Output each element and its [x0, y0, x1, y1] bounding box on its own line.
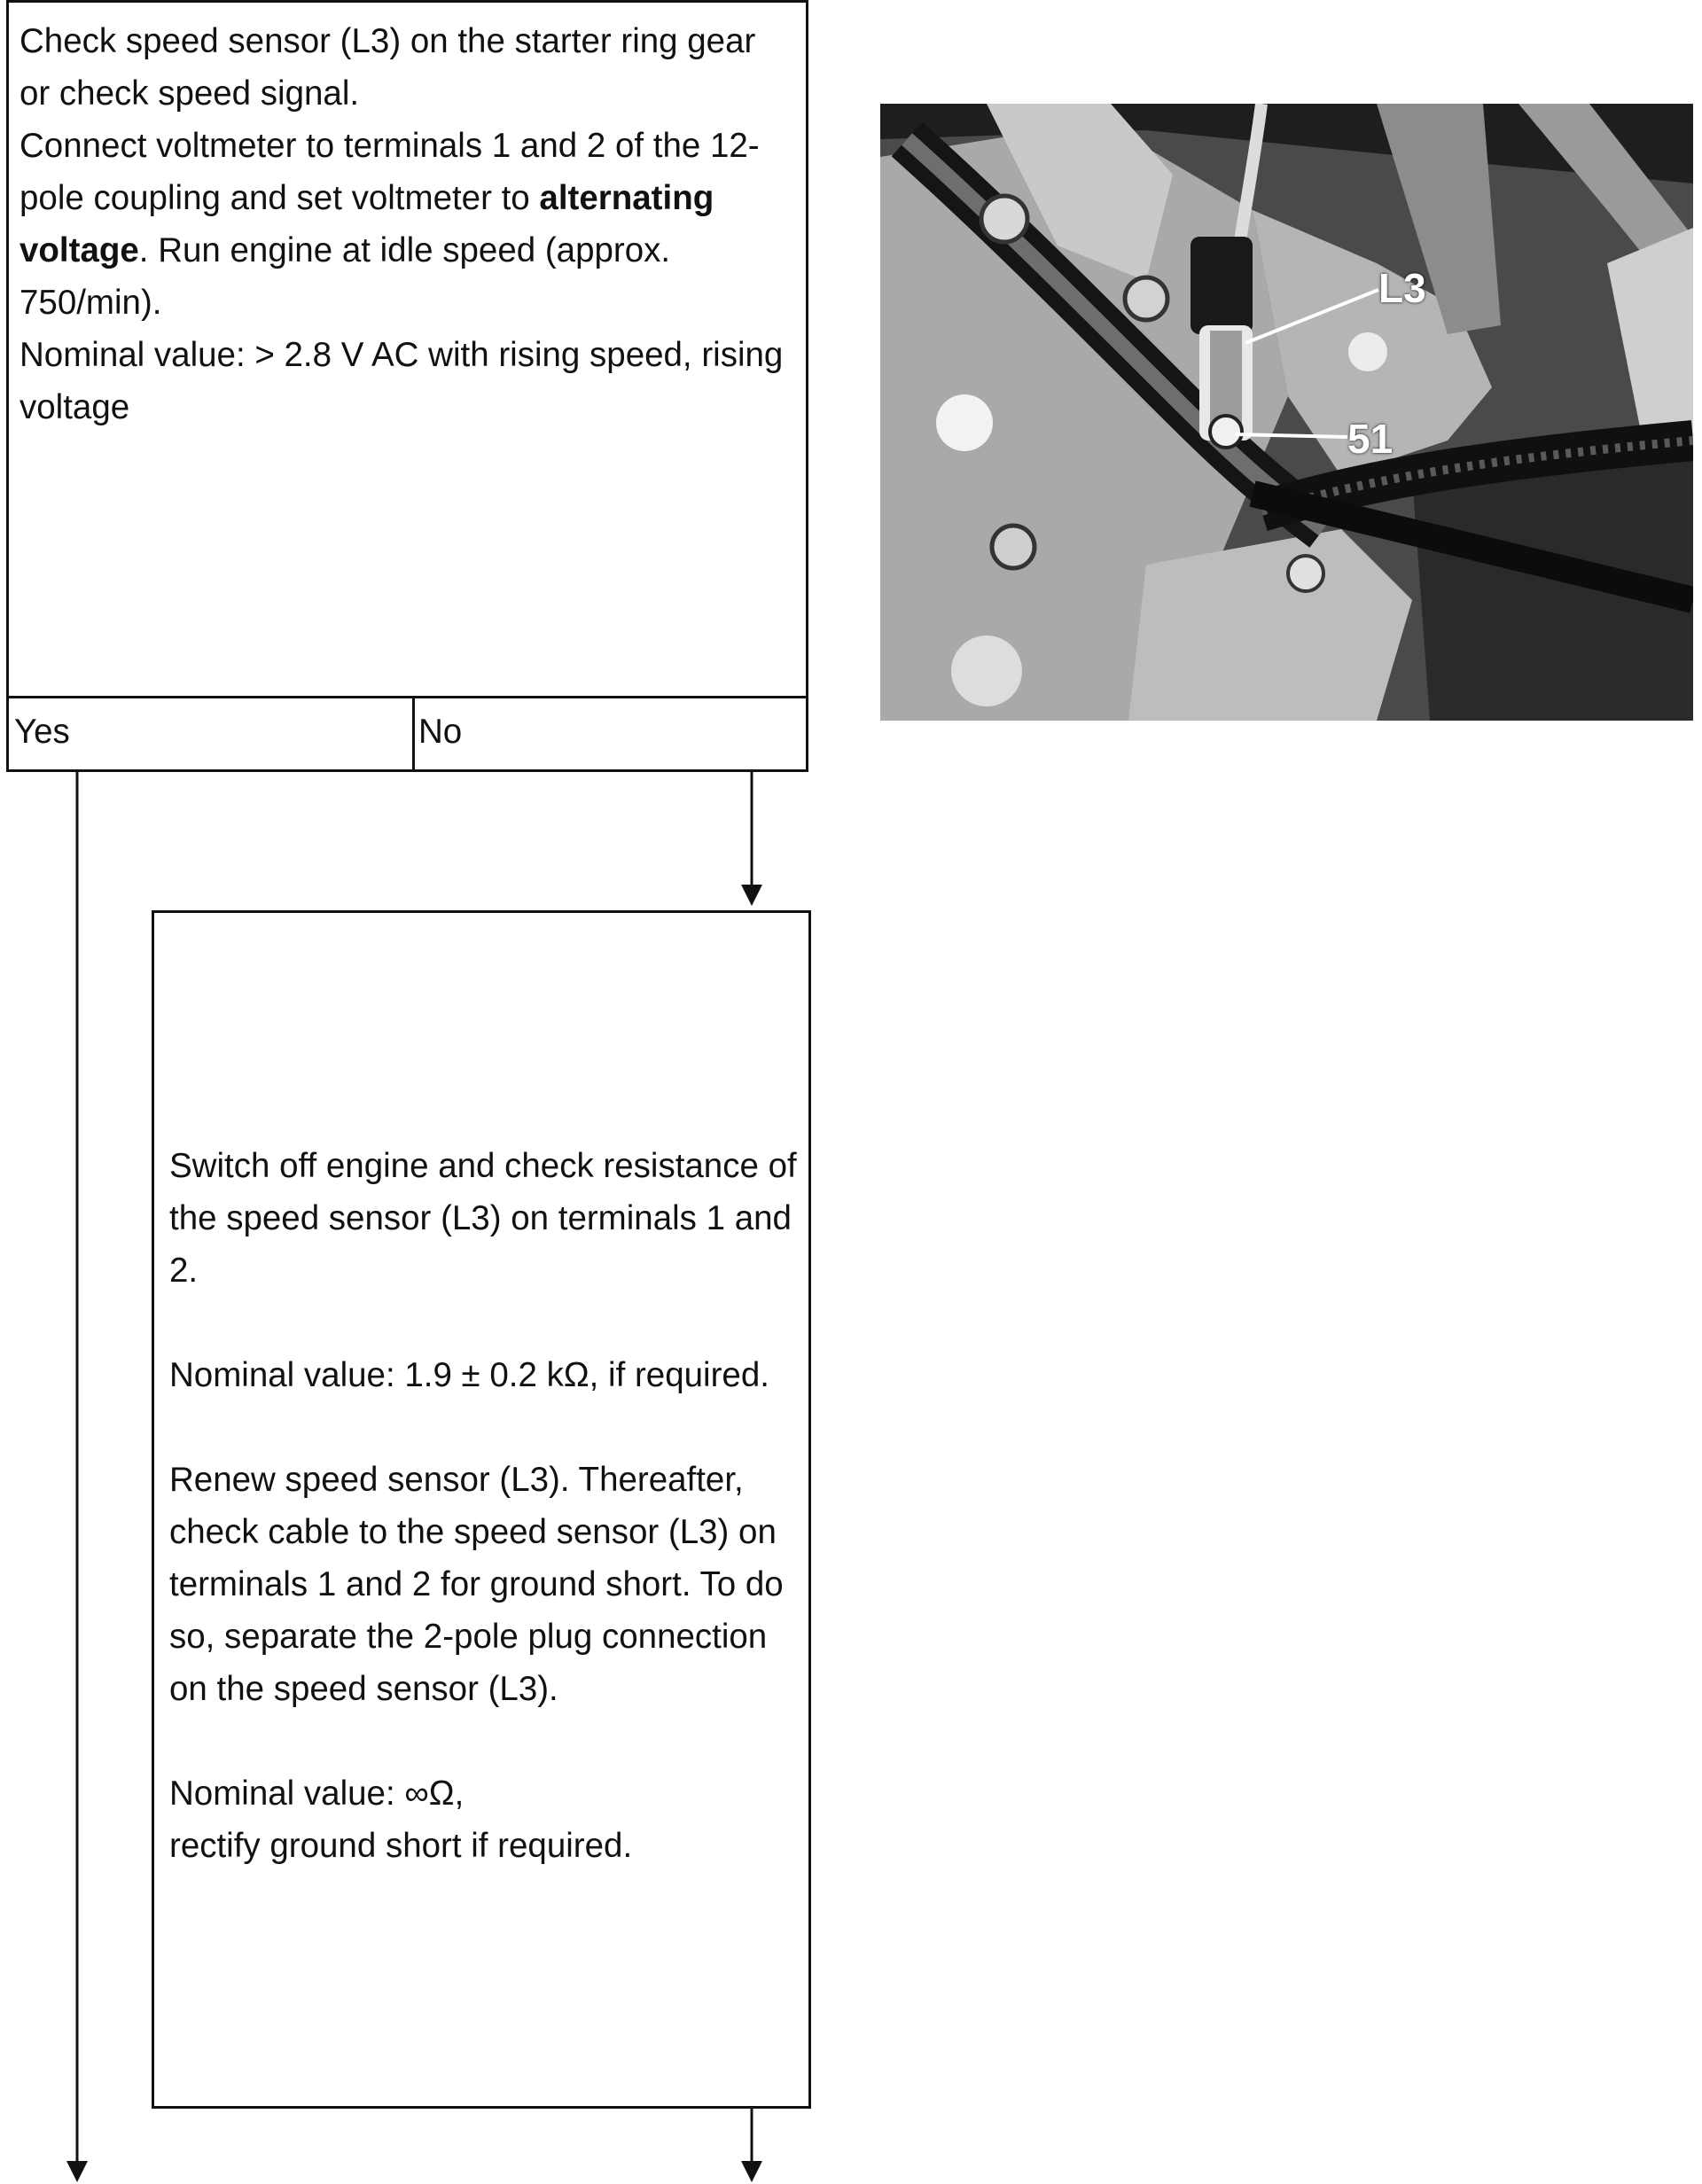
step1-run-engine-text: . Run engine at idle speed (approx. 750/min).: [20, 231, 671, 322]
yes-arrowhead-icon: [66, 2161, 88, 2182]
step2-rectify-text: rectify ground short if required.: [169, 1827, 633, 1865]
step1-connect-line: Connect voltmeter to terminals 1 and 2 of the 12-pole coupling and set voltmeter to: [20, 127, 760, 217]
step2-ground-nominal: Nominal value: ∞Ω,: [169, 1774, 465, 1813]
no-arrowhead-icon: [741, 885, 762, 906]
speed-sensor-callout: L3: [1378, 265, 1426, 311]
step1-check-text: Check speed sensor (L3) on the starter ring gear or check speed signal.: [20, 22, 756, 113]
bolt-callout: 51: [1347, 416, 1394, 462]
step2-arrowhead-icon: [741, 2161, 762, 2182]
yes-branch-label: Yes: [14, 713, 70, 751]
step2-renew-sensor-text: Renew speed sensor (L3). Thereafter, check cable to the speed sensor (L3) on terminals 1 and 2 for ground short. To do so, separate the 2-pole plug connection on the speed sensor (L3).: [169, 1461, 784, 1708]
step2-switch-off-text: Switch off engine and check resistance of the speed sensor (L3) on terminals 1 and 2.: [169, 1147, 797, 1290]
step2-resistance-nominal: Nominal value: 1.9 ± 0.2 kΩ, if required.: [169, 1356, 769, 1394]
engine-illustration: [880, 104, 1693, 721]
speed-sensor-photo: [880, 104, 1693, 721]
no-branch-label: No: [418, 713, 463, 751]
alternating-voltage-emphasis: alternating voltage: [20, 179, 714, 269]
step1-nominal-value: Nominal value: > 2.8 V AC with rising speed, rising voltage: [20, 336, 784, 426]
